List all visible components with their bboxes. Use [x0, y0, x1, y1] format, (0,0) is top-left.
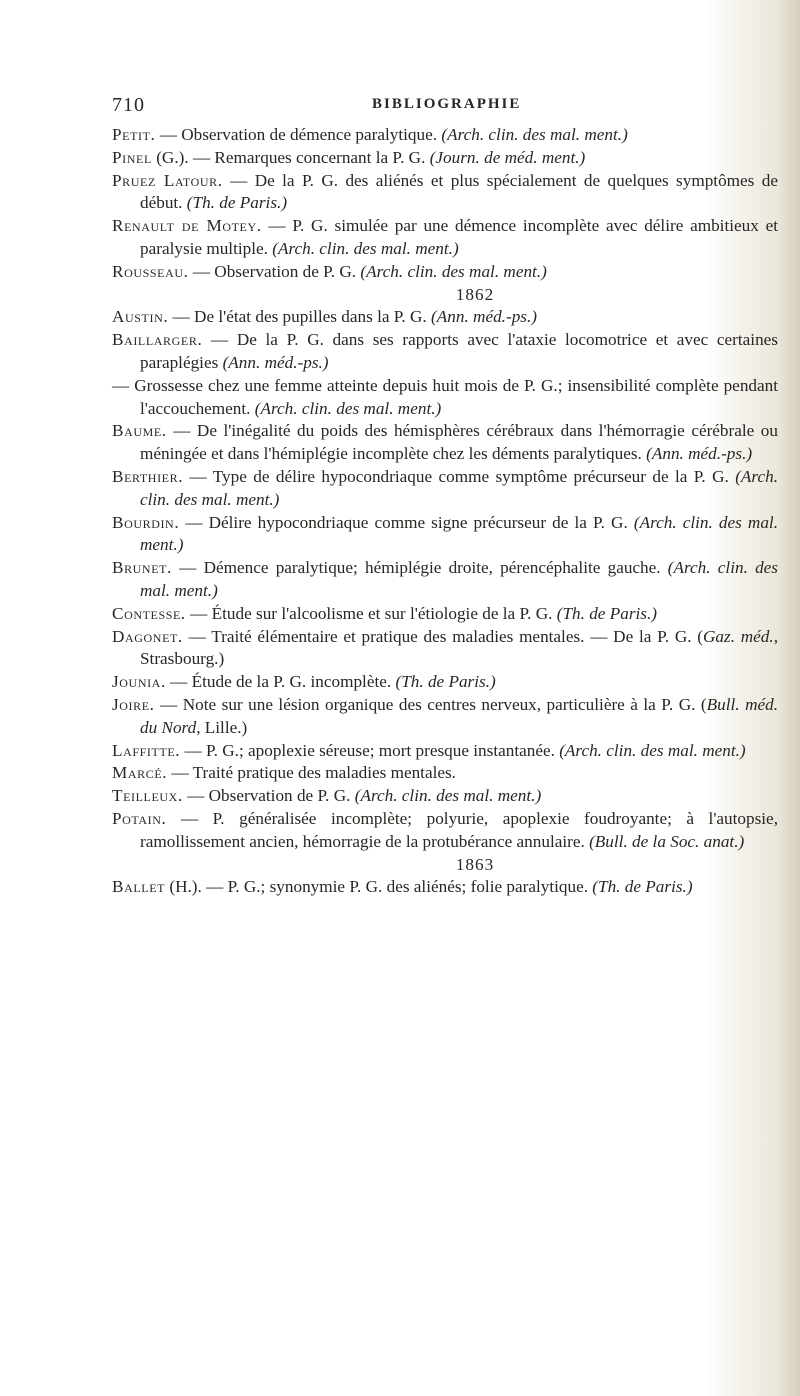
entry-source-tail: , Strasbourg.): [140, 626, 778, 669]
bibliography-entry: [112, 329, 778, 375]
running-title: BIBLIOGRAPHIE: [372, 96, 522, 112]
year-heading: 1863: [455, 854, 495, 874]
entry-source: Bull. méd. du Nord: [140, 694, 778, 737]
entry-text: — P. G. simulée par une démence incomplète avec délire ambitieux et paralysie multiple.: [140, 216, 778, 258]
entry-text: — Traité élémentaire et pratique des maladies mentales. — De la P. G. (: [182, 626, 704, 646]
entry-source: (Arch. clin. des mal. ment.): [360, 261, 547, 281]
entry-source: (Arch. clin. des mal. ment.): [140, 558, 778, 600]
bibliography-entry: [112, 626, 778, 672]
bibliography-entry: [112, 808, 778, 854]
entry-text: — Observation de démence paralytique.: [155, 125, 442, 144]
page-header: [112, 94, 712, 118]
entry-author: Pruez Latour.: [112, 170, 223, 190]
entry-author: Bourdin.: [112, 512, 180, 532]
entry-author: Austin.: [112, 307, 169, 327]
entry-text: — De la P. G. dans ses rapports avec l'ataxie locomotrice et avec certaines paraplégies: [140, 330, 778, 372]
page-edge-shadow: [778, 0, 800, 1396]
entry-text: — Observation de P. G.: [188, 261, 361, 281]
bibliography-entry: [112, 876, 778, 899]
entry-source: (Arch. clin. des mal. ment.): [140, 466, 778, 509]
bibliography-body: [112, 124, 778, 899]
entry-source: (Arch. clin. des mal. ment.): [354, 786, 542, 806]
entry-text: (H.). — P. G.; synonymie P. G. des aliénés; folie paralytique.: [165, 877, 593, 897]
bibliography-entry: [112, 557, 778, 603]
entry-author: Contesse.: [112, 603, 186, 623]
entry-text: — Grossesse chez une femme atteinte depuis huit mois de P. G.; insensibilité complète pendant l'accouchement.: [112, 375, 778, 418]
bibliography-entry: [112, 785, 778, 808]
entry-text: — Étude sur l'alcoolisme et sur l'étiologie de la P. G.: [185, 603, 557, 623]
bibliography-entry: [112, 671, 778, 694]
entry-text: — De l'état des pupilles dans la P. G.: [168, 307, 432, 327]
entry-text: — Traité pratique des maladies mentales.: [167, 763, 456, 783]
bibliography-entry: [112, 170, 778, 216]
entry-source: (Arch. clin. des mal. ment.): [441, 125, 628, 144]
entry-author: Teilleux.: [112, 786, 183, 806]
bibliography-entry: [112, 215, 778, 261]
entry-source: (Th. de Paris.): [186, 193, 288, 213]
entry-author: Laffitte.: [112, 740, 181, 760]
entry-source: (Journ. de méd. ment.): [429, 147, 586, 167]
entry-source: (Th. de Paris.): [592, 877, 693, 897]
entry-source: Gaz. méd.: [703, 626, 774, 646]
entry-author: Baume.: [112, 421, 167, 441]
entry-text: — De l'inégalité du poids des hémisphères cérébraux dans l'hémorragie cérébrale ou méningée et dans l'hémiplégie incomplète chez les déments paralytiques.: [140, 421, 778, 464]
bibliography-entry: [112, 740, 778, 763]
entry-author: Baillarger.: [112, 330, 203, 350]
entry-text: — Observation de P. G.: [182, 786, 355, 806]
entry-text: (G.). — Remarques concernant la P. G.: [151, 147, 430, 167]
entry-author: Rousseau.: [112, 261, 189, 281]
entry-text: — Démence paralytique; hémiplégie droite, pérencéphalite gauche.: [171, 558, 668, 578]
bibliography-entry: [112, 375, 778, 421]
entry-text: — Type de délire hypocondriaque comme symptôme précurseur de la P. G.: [183, 466, 736, 486]
entry-source: (Ann. méd.-ps.): [646, 444, 753, 464]
entry-author: Brunet.: [112, 558, 172, 578]
entry-author: Potain.: [112, 808, 167, 828]
entry-source: (Th. de Paris.): [556, 603, 657, 623]
year-heading: 1862: [455, 284, 495, 304]
entry-text: — P. G.; apoplexie séreuse; mort presque instantanée.: [180, 740, 560, 760]
bibliography-entry: [112, 306, 778, 329]
entry-text: — De la P. G. des aliénés et plus spécialement de quelques symptômes de début.: [140, 170, 778, 213]
entry-author: Berthier.: [112, 466, 184, 486]
entry-author: Marcé.: [112, 763, 168, 783]
bibliography-entry: [112, 762, 778, 785]
bibliography-entry: [112, 603, 778, 626]
entry-text: — P. généralisée incomplète; polyurie, apoplexie foudroyante; à l'autopsie, ramollissement ancien, hémorragie de la protubérance annulaire.: [140, 808, 778, 851]
entry-author: Renault de Motey.: [112, 216, 262, 236]
bibliography-entry: [112, 466, 778, 512]
entry-text: — Étude de la P. G. incomplète.: [165, 672, 396, 692]
entry-source-tail: , Lille.): [196, 717, 248, 737]
entry-author: Jounia.: [112, 672, 166, 692]
bibliography-entry: [112, 694, 778, 740]
entry-source: (Arch. clin. des mal. ment.): [140, 512, 778, 555]
entry-author: Pinel: [112, 147, 152, 167]
bibliography-entry: [112, 261, 778, 284]
entry-text: — Note sur une lésion organique des centres nerveux, particulière à la P. G. (: [154, 694, 707, 714]
entry-author: Petit.: [112, 125, 156, 144]
page-number: 710: [112, 94, 145, 116]
entry-source: (Bull. de la Soc. anat.): [589, 831, 745, 851]
entry-text: — Délire hypocondriaque comme signe précurseur de la P. G.: [179, 512, 634, 532]
bibliography-entry: [112, 420, 778, 466]
entry-source: (Th. de Paris.): [395, 672, 496, 692]
entry-source: (Ann. méd.-ps.): [222, 352, 329, 372]
entry-author: Ballet: [112, 877, 166, 897]
entry-source: (Arch. clin. des mal. ment.): [559, 740, 746, 760]
entry-source: (Arch. clin. des mal. ment.): [254, 398, 442, 418]
entry-author: Joire.: [112, 694, 155, 714]
bibliography-entry: [112, 512, 778, 558]
entry-source: (Arch. clin. des mal. ment.): [272, 238, 459, 258]
entry-source: (Ann. méd.-ps.): [431, 307, 537, 327]
entry-author: Dagonet.: [112, 626, 183, 646]
bibliography-entry: [112, 124, 778, 147]
bibliography-entry: [112, 147, 778, 170]
